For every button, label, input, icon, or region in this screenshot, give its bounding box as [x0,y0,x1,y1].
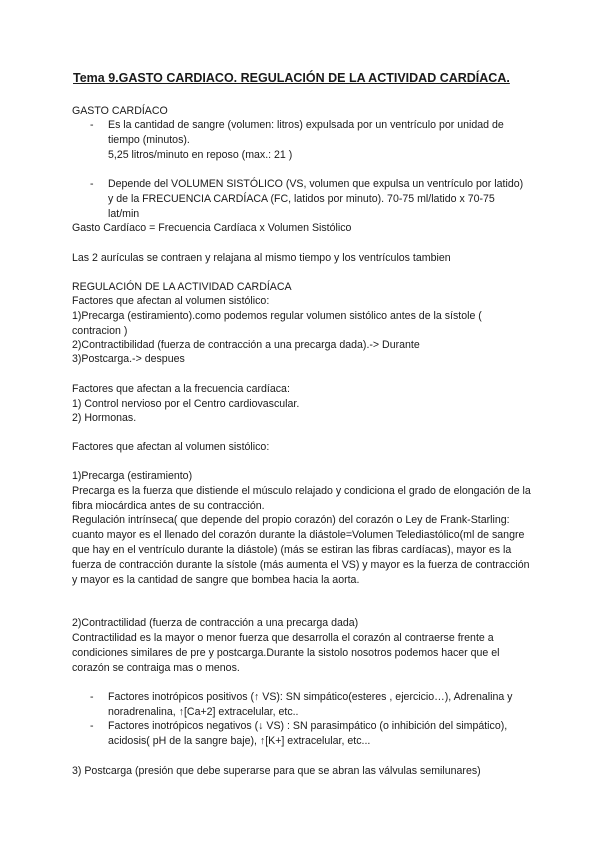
gasto-formula: Gasto Cardíaco = Frecuencia Cardíaca x Volumen Sistólico [72,222,352,234]
inotropicos-negativos: Factores inotrópicos negativos (↓ VS) : SN parasimpático (o inhibición del simpático), acidosis( pH de la sangre baje), ↑[K+] extracelular, etc... [108,720,508,747]
factores-vs-heading: Factores que afectan al volumen sistólico: [72,295,270,307]
bullet-dash: - [90,720,94,732]
gasto-heading: GASTO CARDÍACO [72,105,168,117]
factor-postcarga: 3)Postcarga.-> despues [72,353,185,365]
bullet-dash: - [90,691,94,703]
frank-starling-text: Regulación intrínseca( que depende del propio corazón) del corazón o Ley de Frank-Starling: cuanto mayor es el llenado del corazón durante la diástole=Volumen Telediastólico(ml de sangre que hay en el ventrículo durante la diástole) (más se estiran las fibras cardíacas), mayor es la fuerza de contracción durante la sístole (más aumenta el VS) y mayor es la fuerza de contracción y mayor es la cantidad de sangre que bombea hacia la aorta. [72,514,530,586]
factor-precarga: 1)Precarga (estiramiento).como podemos regular volumen sistólico antes de la sístole ( contracion ) [72,310,482,337]
factores-vs-heading-2: Factores que afectan al volumen sistólico: [72,441,270,453]
gasto-depende: Depende del VOLUMEN SISTÓLICO (VS, volumen que expulsa un ventrículo por latido) y de la FRECUENCIA CARDÍACA (FC, latidos por minuto). 70-75 ml/latido x 70-75 lat/min [108,178,524,220]
document-title: Tema 9.GASTO CARDIACO. REGULACIÓN DE LA ACTIVIDAD CARDÍACA. [73,71,510,85]
gasto-definition: Es la cantidad de sangre (volumen: litros) expulsada por un ventrículo por unidad de tiempo (minutos). [108,119,504,146]
contractilidad-definition: Contractilidad es la mayor o menor fuerza que desarrolla el corazón al contraerse frente a condiciones similares de pre y postcarga.Durante la sistolo nosotros podemos hacer que el corazón se contraiga mas o menos. [72,632,500,674]
postcarga-heading: 3) Postcarga (presión que debe superarse para que se abran las válvulas semilunares) [72,765,481,777]
factor-contractibilidad: 2)Contractibilidad (fuerza de contracción a una precarga dada).-> Durante [72,339,420,351]
auriculas-note: Las 2 aurículas se contraen y relajana al mismo tiempo y los ventrículos tambien [72,252,451,264]
fc-control-nervioso: 1) Control nervioso por el Centro cardiovascular. [72,398,300,410]
bullet-dash: - [90,178,94,190]
gasto-reposo-value: 5,25 litros/minuto en reposo (max.: 21 ) [108,149,293,161]
fc-hormonas: 2) Hormonas. [72,412,137,424]
precarga-definition: Precarga es la fuerza que distiende el músculo relajado y condiciona el grado de elongación de la fibra miocárdica antes de su contracción. [72,485,531,512]
precarga-heading: 1)Precarga (estiramiento) [72,470,193,482]
inotropicos-positivos: Factores inotrópicos positivos (↑ VS): SN simpático(esteres , ejercicio…), Adrenalina y noradrenalina, ↑[Ca+2] extracelular, etc.. [108,691,513,718]
bullet-dash: - [90,119,94,131]
regulacion-heading: REGULACIÓN DE LA ACTIVIDAD CARDÍACA [72,281,292,293]
factores-fc-heading: Factores que afectan a la frecuencia cardíaca: [72,383,290,395]
contractilidad-heading: 2)Contractilidad (fuerza de contracción a una precarga dada) [72,617,359,629]
